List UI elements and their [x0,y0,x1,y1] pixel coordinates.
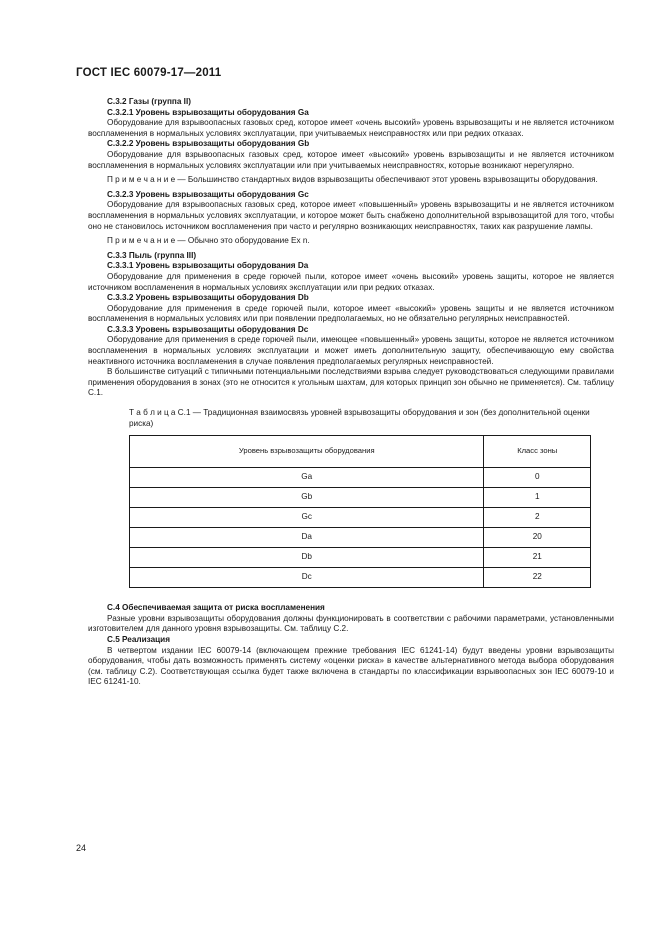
paragraph-c331: Оборудование для применения в среде горючей пыли, которое имеет «очень высокий» уровень защиты, которое не является источником воспламенения в нормальных условиях эксплуатации или при редких отказах. [88,271,614,292]
table-cell: 2 [484,508,591,528]
table-header-cell: Класс зоны [484,436,591,468]
page-number: 24 [76,843,87,853]
table-cell: 0 [484,468,591,488]
section-heading-c333: С.3.3.3 Уровень взрывозащиты оборудования Dc [107,324,309,334]
note-c322: П р и м е ч а н и е — Большинство стандартных видов взрывозащиты обеспечивают этот уровень взрывозащиты оборудования. [107,175,598,185]
paragraph-c332: Оборудование для применения в среде горючей пыли, которое имеет «высокий» уровень защиты и не является источником воспламенения в нормальных условиях или при появлении предполагаемых, но не обязательно регулярных неисправностей. [88,303,614,324]
section-heading-c32: С.3.2 Газы (группа II) [107,97,191,106]
paragraph-c322: Оборудование для взрывоопасных газовых сред, которое имеет «высокий» уровень взрывозащиты и не является источником воспламенения в нормальных условиях эксплуатации или при учитываемых неисправностях, которые возникают нерегулярно. [88,149,614,170]
table-cell: 1 [484,488,591,508]
table-cell: 20 [484,528,591,548]
table-cell: Gb [130,488,484,508]
section-heading-c323: С.3.2.3 Уровень взрывозащиты оборудования Gc [107,189,309,199]
table-row [130,548,591,568]
table-cell: 22 [484,568,591,588]
document-header: ГОСТ IEC 60079-17—2011 [76,67,222,79]
table-header-cell: Уровень взрывозащиты оборудования [130,436,484,468]
section-heading-c322: С.3.2.2 Уровень взрывозащиты оборудования Gb [107,139,310,149]
table-cell: Db [130,548,484,568]
paragraph-c323: Оборудование для взрывоопасных газовых сред, которое имеет «повышенный» уровень взрывозащиты и не является источником воспламенения в нормальных условиях эксплуатации, и которое может быть снабжено дополнительной взрывозащитой для того, чтобы оно не становилось источником воспламенения при часто и регулярно возникающих неисправностях, таких как разрушение лампы. [88,200,614,231]
zone-table [129,435,591,588]
table-cell: Ga [130,468,484,488]
paragraph-c321: Оборудование для взрывоопасных газовых сред, которое имеет «очень высокий» уровень взрывозащиты и не является источником воспламенения в нормальных условиях эксплуатации, при учитываемых неисправностях или при редких отказах. [88,118,614,138]
table-row [130,528,591,548]
table-cell: Da [130,528,484,548]
paragraph-c33-summary: В большинстве ситуаций с типичными потенциальными последствиями взрыва следует руководствоваться следующими правилами применения оборудования в зонах (это не относится к угольным шахтам, для которых принцип зон обычно не применяется). См. таблицу С.1. [88,367,614,398]
section-heading-c321: С.3.2.1 Уровень взрывозащиты оборудования Ga [107,107,309,117]
section-heading-c331: С.3.3.1 Уровень взрывозащиты оборудования Da [107,261,309,271]
table-caption: Т а б л и ц а С.1 — Традиционная взаимосвязь уровней взрывозащиты оборудования и зон (без дополнительной оценки риска) [129,408,590,428]
note-c323: П р и м е ч а н и е — Обычно это оборудование Ex n. [107,236,310,246]
document-body [88,97,614,688]
table-row [130,568,591,588]
table-row [130,508,591,528]
section-heading-c4: С.4 Обеспечиваемая защита от риска воспламенения [107,603,325,613]
section-heading-c33: С.3.3 Пыль (группа III) [107,250,197,260]
table-row [130,488,591,508]
paragraph-c5: В четвертом издании IEC 60079-14 (включающем прежние требования IEC 61241-14) будут введены уровни взрывозащиты оборудования, чтобы дать возможность применять систему «оценки риска» в качестве альтернативного метода выбора оборудования (см. таблицу С.2). Соответствующая ссылка будет также включена в стандарты по классификации взрывоопасных зон IEC 60079-10 и IEC 61241-10. [88,645,614,687]
table-row [130,468,591,488]
section-heading-c5: С.5 Реализация [107,635,170,644]
paragraph-c333: Оборудование для применения в среде горючей пыли, имеющее «повышенный» уровень защиты, которое не является источником воспламенения в нормальных условиях эксплуатации и может иметь дополнительную защиту, обеспечивающую ему свойства неактивного источника воспламенения в случае появления предполагаемых регулярных неисправностей. [88,335,614,366]
table-cell: Gc [130,508,484,528]
table-cell: Dc [130,568,484,588]
table-header-row [130,436,591,468]
table-cell: 21 [484,548,591,568]
section-heading-c332: С.3.3.2 Уровень взрывозащиты оборудования Db [107,293,309,303]
paragraph-c4: Разные уровни взрывозащиты оборудования должны функционировать в соответствии с рабочими параметрами, установленными изготовителем для данного уровня взрывозащиты. См. таблицу С.2. [88,613,614,634]
